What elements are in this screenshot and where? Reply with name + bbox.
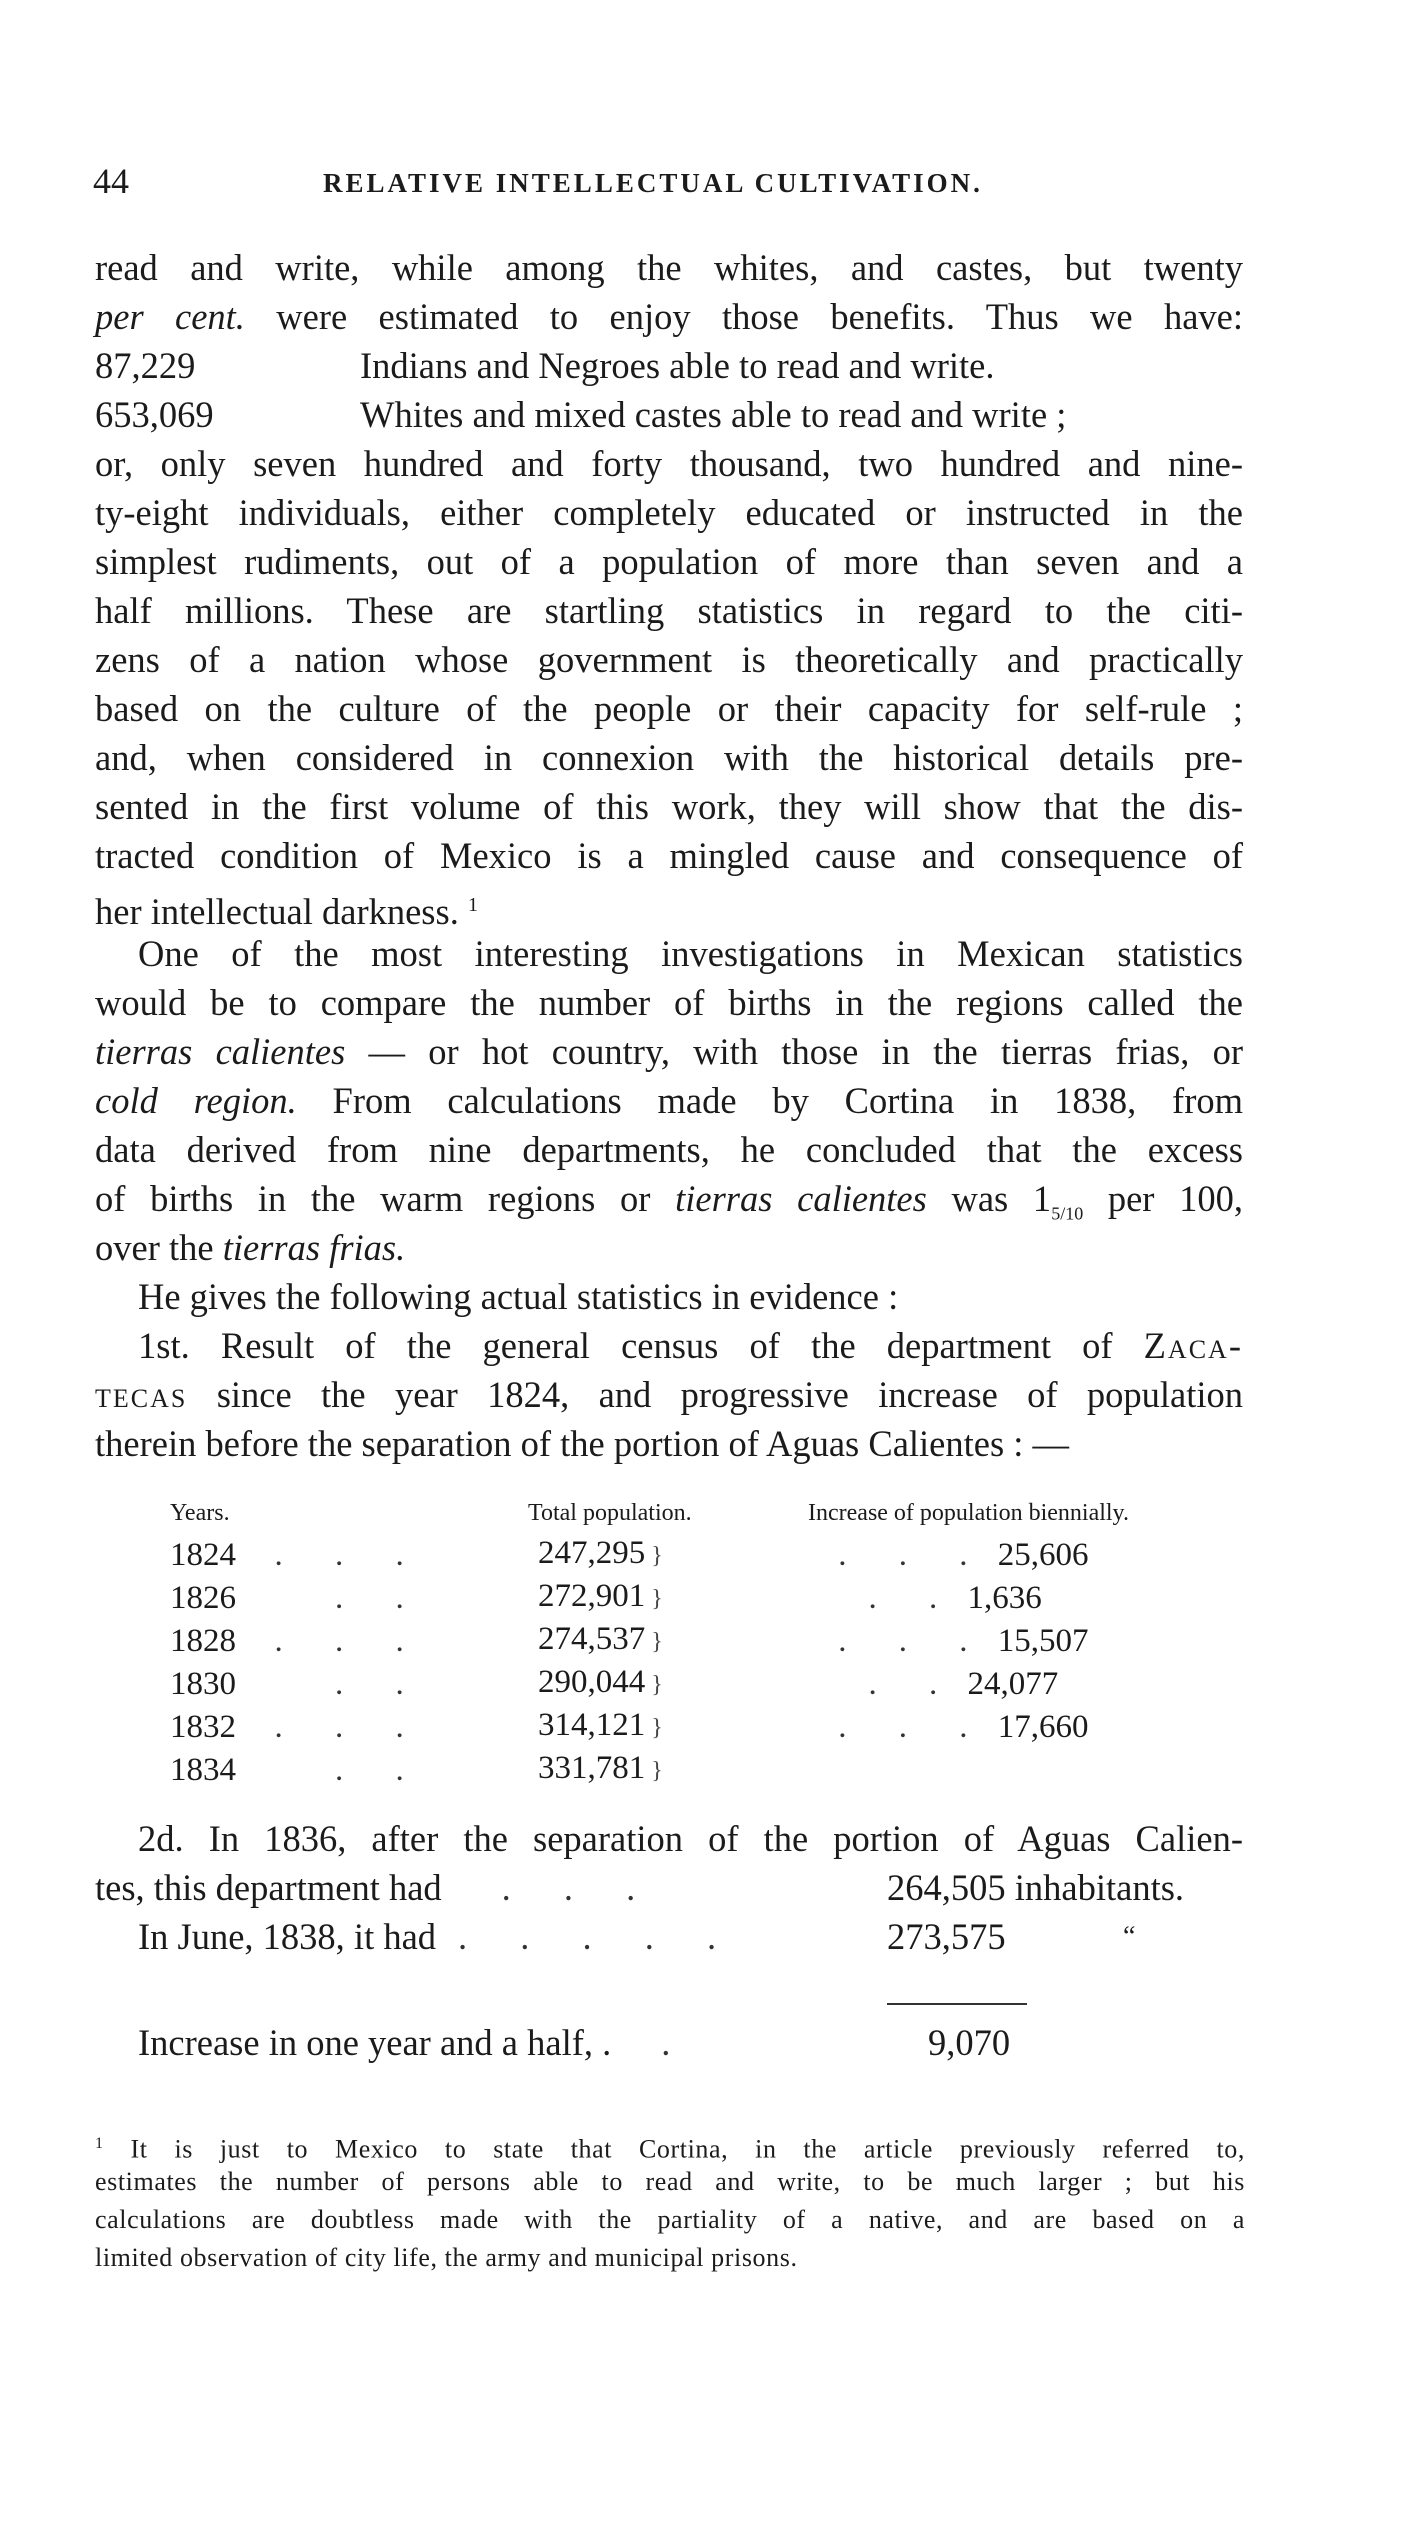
body-text: 1st. Result of the general census of the department of [138, 1325, 1144, 1366]
dot-leader: . . . [244, 1622, 426, 1659]
tally-value: 264,505 inhabitants. [887, 1867, 1185, 1908]
census-table [170, 1493, 1228, 1791]
statistic-line [95, 392, 1243, 438]
statistic-number: 653,069 [95, 394, 214, 435]
body-line [138, 1323, 1243, 1369]
dot-leader: . . . [808, 1622, 990, 1659]
tally-line [138, 2020, 1243, 2066]
table-row [170, 1662, 1228, 1705]
table-row [170, 1533, 1228, 1576]
brace-mark: } [645, 1672, 663, 1698]
body-line [95, 294, 1243, 340]
statistic-number: 87,229 [95, 345, 196, 386]
statistic-line [95, 343, 1243, 389]
population-cell: 274,537 [538, 1621, 646, 1657]
tally-label: tes, this department had [95, 1867, 442, 1908]
tally-label: In June, 1838, it had [138, 1916, 437, 1957]
brace-mark: } [645, 1715, 663, 1741]
running-title: RELATIVE INTELLECTUAL CULTIVATION. [323, 168, 983, 198]
dot-leader: . . [808, 1579, 960, 1616]
body-line: zens of a nation whose government is theoretically and practically [95, 639, 1243, 680]
sum-rule [887, 2003, 1027, 2005]
body-line [95, 1372, 1243, 1418]
body-line: One of the most interesting investigations in Mexican statistics [138, 933, 1243, 974]
emphasis-text: cold region. [95, 1080, 297, 1121]
small-caps-text: tecas [95, 1374, 188, 1415]
footnote-line: calculations are doubtless made with the partiality of a native, and are based on a [95, 2205, 1245, 2234]
population-cell: 314,121 [538, 1707, 646, 1743]
increase-cell: 24,077 [967, 1665, 1059, 1702]
increase-cell: 25,606 [997, 1536, 1089, 1573]
increase-cell: 15,507 [997, 1622, 1089, 1659]
dot-leader: . . . [244, 1536, 426, 1573]
emphasis-text: tierras calientes [95, 1031, 346, 1072]
table-row [170, 1748, 1228, 1791]
dot-leader: . . . [808, 1708, 990, 1745]
emphasis-text: tierras calientes [675, 1178, 927, 1219]
footnote-line: estimates the number of persons able to read and write, to be much larger ; but his [95, 2167, 1245, 2196]
column-header-increase: Increase of population biennially. [808, 1500, 1129, 1526]
table-row [170, 1576, 1228, 1619]
body-text: was 1 [926, 1178, 1052, 1219]
dot-leader: . . [808, 1665, 960, 1702]
table-header-row [170, 1493, 1228, 1533]
population-cell: 331,781 [538, 1750, 646, 1786]
body-line: data derived from nine departments, he concluded that the excess [95, 1129, 1243, 1170]
body-line: ty-eight individuals, either completely educated or instructed in the [95, 492, 1243, 533]
body-text: per 100, [1083, 1178, 1244, 1219]
brace-mark: } [645, 1758, 663, 1784]
increase-cell: 1,636 [967, 1579, 1042, 1616]
brace-mark: } [645, 1629, 663, 1655]
emphasis-text: per cent. [95, 296, 245, 337]
dot-leader: . . . [244, 1708, 426, 1745]
statistic-text: Indians and Negroes able to read and write. [360, 345, 995, 386]
dot-leader: . . . [808, 1536, 990, 1573]
body-line [95, 1029, 1243, 1075]
year-cell: 1832 [170, 1708, 236, 1745]
body-line: read and write, while among the whites, and castes, but twenty [95, 247, 1243, 288]
body-text: of births in the warm regions or [95, 1178, 676, 1219]
small-caps-text: Zaca- [1143, 1325, 1243, 1366]
column-header-years: Years. [170, 1500, 230, 1526]
year-cell: 1830 [170, 1665, 236, 1702]
footnote-reference: 1 [467, 894, 478, 916]
body-text: since the year 1824, and progressive increase of population [187, 1374, 1243, 1415]
dot-leader: . . . [501, 1867, 658, 1908]
page-number: 44 [93, 161, 129, 201]
population-cell: 272,901 [538, 1578, 646, 1614]
page-header [93, 160, 1259, 210]
year-cell: 1824 [170, 1536, 236, 1573]
table-row [170, 1705, 1228, 1748]
fraction: 5/10 [1051, 1203, 1084, 1224]
population-cell: 247,295 [538, 1535, 646, 1571]
dot-leader: . . [244, 1579, 426, 1616]
footnote-line: limited observation of city life, the army and municipal prisons. [95, 2243, 798, 2272]
body-text: over the [95, 1227, 223, 1268]
body-text: were estimated to enjoy those benefits. Thus we have: [244, 296, 1243, 337]
dot-leader: . . [244, 1665, 426, 1702]
year-cell: 1834 [170, 1751, 236, 1788]
table-row [170, 1619, 1228, 1662]
ditto-mark: “ [1123, 1921, 1136, 1952]
body-text: her intellectual darkness. [95, 891, 459, 933]
body-line: would be to compare the number of births in the regions called the [95, 982, 1243, 1023]
dot-leader: . . [244, 1751, 426, 1788]
body-line: or, only seven hundred and forty thousand, two hundred and nine- [95, 443, 1243, 484]
body-line: based on the culture of the people or their capacity for self-rule ; [95, 688, 1243, 729]
body-line [95, 1225, 1243, 1271]
year-cell: 1826 [170, 1579, 236, 1616]
population-cell: 290,044 [538, 1664, 646, 1700]
year-cell: 1828 [170, 1622, 236, 1659]
body-line: and, when considered in connexion with the historical details pre- [95, 737, 1243, 778]
body-line: 2d. In 1836, after the separation of the portion of Aguas Calien- [138, 1818, 1243, 1859]
tally-label: Increase in one year and a half, . [138, 2022, 612, 2063]
tally-line [138, 1914, 1243, 1960]
emphasis-text: tierras frias. [222, 1227, 406, 1268]
brace-mark: } [645, 1586, 663, 1612]
increase-cell: 17,660 [997, 1708, 1089, 1745]
body-line: He gives the following actual statistics in evidence : [138, 1276, 899, 1317]
body-text: — or hot country, with those in the tierras frias, or [345, 1031, 1243, 1072]
body-line: sented in the first volume of this work, they will show that the dis- [95, 786, 1243, 827]
tally-value: 9,070 [928, 2022, 1011, 2063]
tally-line [95, 1865, 1243, 1911]
dot-leader: . . . . . [458, 1916, 739, 1957]
body-line: tracted condition of Mexico is a mingled cause and consequence of [95, 835, 1243, 876]
brace-mark: } [645, 1543, 663, 1569]
dot-leader: . [661, 2022, 693, 2063]
footnote-mark: 1 [95, 2135, 104, 2152]
column-header-population: Total population. [528, 1500, 692, 1526]
statistic-text: Whites and mixed castes able to read and write ; [360, 394, 1067, 435]
body-line: half millions. These are startling statistics in regard to the citi- [95, 590, 1243, 631]
body-line: simplest rudiments, out of a population of more than seven and a [95, 541, 1243, 582]
body-line [95, 882, 1243, 935]
footnote-text: It is just to Mexico to state that Cortina, in the article previously referred to, [130, 2134, 1245, 2164]
body-line [95, 1078, 1243, 1124]
body-text: From calculations made by Cortina in 1838, from [296, 1080, 1243, 1121]
tally-value: 273,575 [887, 1916, 1006, 1957]
body-line: therein before the separation of the portion of Aguas Calientes : — [95, 1423, 1070, 1464]
